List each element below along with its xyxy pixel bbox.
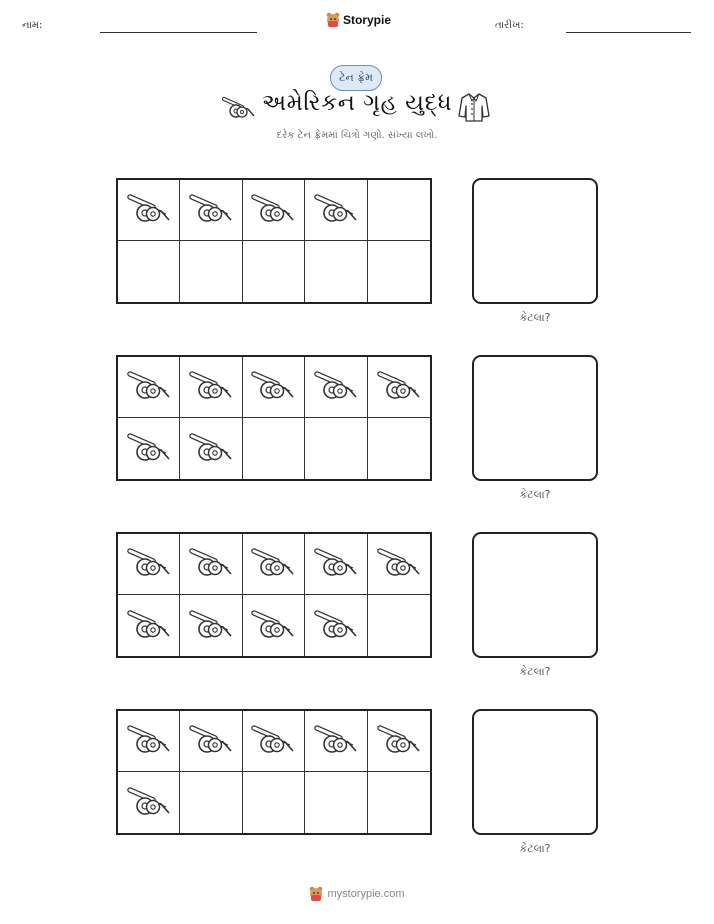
cannon-icon bbox=[314, 192, 358, 228]
frame-cell bbox=[368, 241, 430, 302]
cannon-icon bbox=[189, 546, 233, 582]
frame-cell bbox=[305, 595, 367, 656]
answer-box[interactable] bbox=[472, 709, 598, 835]
answer-label: કેટલા? bbox=[519, 665, 551, 678]
cannon-icon bbox=[189, 608, 233, 644]
frame-cell bbox=[243, 418, 305, 479]
frame-cell bbox=[180, 595, 242, 656]
frame-cell bbox=[305, 357, 367, 418]
frame-cell bbox=[118, 357, 180, 418]
frame-cell bbox=[118, 711, 180, 772]
cannon-icon bbox=[314, 546, 358, 582]
ten-frame bbox=[116, 355, 432, 481]
cannon-icon bbox=[127, 723, 171, 759]
answer-box[interactable] bbox=[472, 355, 598, 481]
frame-cell bbox=[118, 772, 180, 833]
frame-cell bbox=[368, 595, 430, 656]
page-title: અમેરિકન ગૃહ યુદ્ધ bbox=[261, 90, 453, 116]
worksheet-type-badge: ટેન ફ્રેમ bbox=[330, 65, 382, 91]
cannon-icon bbox=[377, 723, 421, 759]
cannon-icon bbox=[251, 192, 295, 228]
frame-cell bbox=[368, 180, 430, 241]
answer-box[interactable] bbox=[472, 532, 598, 658]
frame-cell bbox=[305, 534, 367, 595]
frame-cell bbox=[368, 418, 430, 479]
cannon-icon bbox=[251, 608, 295, 644]
footer-site: mystorypie.com bbox=[327, 888, 405, 900]
frame-cell bbox=[180, 180, 242, 241]
cannon-icon bbox=[314, 369, 358, 405]
coat-icon bbox=[458, 92, 490, 126]
frame-cell bbox=[368, 357, 430, 418]
frame-cell bbox=[305, 711, 367, 772]
brand-name: Storypie bbox=[343, 13, 392, 27]
frame-cell bbox=[368, 534, 430, 595]
frame-cell bbox=[180, 418, 242, 479]
brand-logo bbox=[326, 12, 391, 28]
frame-cell bbox=[243, 534, 305, 595]
answer-label: કેટલા? bbox=[519, 311, 551, 324]
frame-cell bbox=[180, 241, 242, 302]
frame-cell bbox=[368, 772, 430, 833]
cannon-icon bbox=[377, 546, 421, 582]
frame-cell bbox=[243, 241, 305, 302]
date-label: તારીખ: bbox=[495, 20, 524, 31]
cannon-icon bbox=[127, 608, 171, 644]
cannon-icon bbox=[127, 431, 171, 467]
ten-frame bbox=[116, 709, 432, 835]
name-field[interactable] bbox=[100, 32, 257, 33]
footer bbox=[0, 886, 714, 902]
cannon-icon bbox=[189, 192, 233, 228]
ten-frame bbox=[116, 178, 432, 304]
frame-cell bbox=[305, 180, 367, 241]
frame-cell bbox=[118, 418, 180, 479]
cannon-icon bbox=[189, 723, 233, 759]
frame-cell bbox=[118, 180, 180, 241]
bear-icon bbox=[326, 12, 340, 28]
answer-label: કેટલા? bbox=[519, 488, 551, 501]
frame-cell bbox=[305, 241, 367, 302]
cannon-icon bbox=[127, 785, 171, 821]
cannon-icon bbox=[251, 546, 295, 582]
frame-cell bbox=[118, 595, 180, 656]
answer-box[interactable] bbox=[472, 178, 598, 304]
frame-cell bbox=[243, 711, 305, 772]
cannon-icon bbox=[189, 369, 233, 405]
date-field[interactable] bbox=[566, 32, 691, 33]
cannon-icon bbox=[127, 546, 171, 582]
frame-cell bbox=[180, 772, 242, 833]
frame-cell bbox=[243, 595, 305, 656]
frame-cell bbox=[180, 711, 242, 772]
frame-cell bbox=[243, 180, 305, 241]
answer-label: કેટલા? bbox=[519, 842, 551, 855]
frame-cell bbox=[180, 357, 242, 418]
instructions: દરેક ટેન ફ્રેમમાં ચિત્રો ગણો. સંખ્યા લખો. bbox=[276, 130, 438, 141]
frame-cell bbox=[305, 772, 367, 833]
frame-cell bbox=[180, 534, 242, 595]
frame-cell bbox=[243, 772, 305, 833]
ten-frame bbox=[116, 532, 432, 658]
frame-cell bbox=[118, 241, 180, 302]
cannon-icon bbox=[127, 369, 171, 405]
frame-cell bbox=[368, 711, 430, 772]
cannon-icon bbox=[127, 192, 171, 228]
cannon-icon bbox=[189, 431, 233, 467]
cannon-icon bbox=[251, 369, 295, 405]
frame-cell bbox=[305, 418, 367, 479]
cannon-icon bbox=[251, 723, 295, 759]
cannon-icon bbox=[314, 723, 358, 759]
bear-icon bbox=[309, 886, 323, 902]
name-label: નામ: bbox=[22, 20, 43, 31]
frame-cell bbox=[118, 534, 180, 595]
cannon-icon bbox=[377, 369, 421, 405]
cannon-icon bbox=[314, 608, 358, 644]
frame-cell bbox=[243, 357, 305, 418]
